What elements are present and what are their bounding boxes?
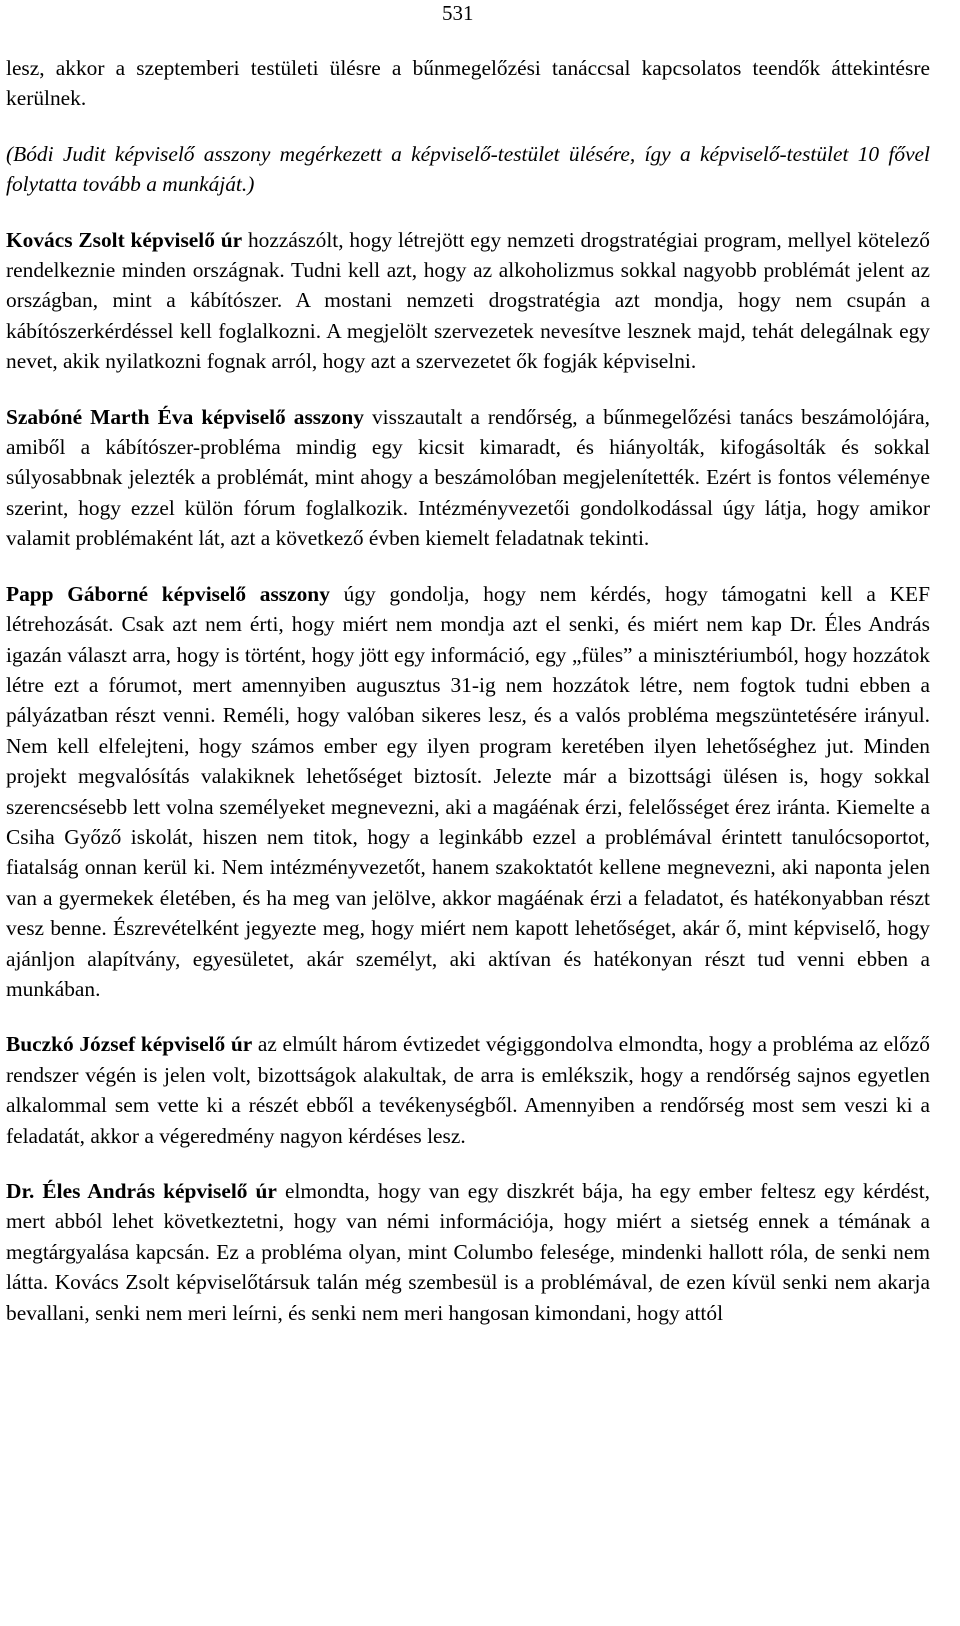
paragraph-text: visszautalt a rendőrség, a bűnmegelőzési tanács beszámolójára, amiből a kábítószer-probléma mindig egy kicsit kimaradt, és hiányolták, kifogásolták és sokkal súlyosabbnak jelezték a problémát, mint ahogy a beszámolóban megjelenítették. Ezért is fontos véleménye szerint, hogy ezzel külön fórum foglalkozik. Intézményvezetői gondolkodással úgy látja, hogy amikor valamit problémaként lát, azt a következő évben kiemelt feladatnak tekinti. <box>6 404 931 551</box>
speaker-name: Kovács Zsolt képviselő úr <box>6 227 243 252</box>
paragraph-text: elmondta, hogy van egy diszkrét bája, ha egy ember feltesz egy kérdést, mert abból lehet következtetni, hogy van némi információja, hogy miért a sietség ennek a témának a megtárgyalása kapcsán. Ez a probléma olyan, mint Columbo felesége, mindenki hallott róla, de senki nem látta. Kovács Zsolt képviselőtársuk talán még szembesül is a problémával, de ezen kívül senki nem akarja bevallani, senki nem meri leírni, és senki nem meri hangosan kimondani, hogy attól <box>6 1179 931 1325</box>
speaker-name: Szabóné Marth Éva képviselő asszony <box>6 404 364 429</box>
paragraph-text: hozzászólt, hogy létrejött egy nemzeti drogstratégiai program, mellyel kötelező rendelkeznie minden országnak. Tudni kell azt, hogy az alkoholizmus sokkal nagyobb problémát jelent az országban, mint a kábítószer. A mostani nemzeti drogstratégia azt mondja, hogy nem csupán a kábítószerkérdéssel kell foglalkozni. A megjelölt szervezetek nevesítve lesznek majd, tehát delegálnak egy nevet, akik nyilatkozni fognak arról, hogy azt a szervezetet ők fogják képviselni. <box>6 227 930 374</box>
paragraph-continuation <box>6 53 930 114</box>
paragraph-eles-andras <box>6 1176 930 1328</box>
document-body <box>6 53 930 1353</box>
paragraph-text: úgy gondolja, hogy nem kérdés, hogy támogatni kell a KEF létrehozását. Csak azt nem érti, hogy miért nem mondja azt el senki, és miért nem kap Dr. Éles András igazán választ arra, hogy is történt, hogy jött egy információ, egy „füles” a minisztériumból, hogy hozzátok létre ezt a fórumot, mert amennyiben augusztus 31-ig nem hozzátok létre, nem fogtok tudni ebben a pályázatban részt venni. Reméli, hogy valóban sikeres lesz, és a valós probléma megszüntetésére irányul. Nem kell elfelejteni, hogy számos ember egy ilyen program keretében ilyen lehetőséghez jut. Minden projekt megvalósítás valakiknek lehetőséget biztosít. Jelezte már a bizottsági ülésen is, hogy sokkal szerencsésebb lett volna személyeket megnevezni, aki a magáénak érzi, felelősséget érez iránta. Kiemelte a Csiha Győző iskolát, hiszen nem titok, hogy a leginkább ezzel a problémával érintett tanulócsoportot, fiatalság onnan kerül ki. Nem intézményvezetőt, hanem szakoktatót kellene megnevezni, aki naponta jelen van a gyermekek életében, és ha meg van jelölve, akkor magáénak érzi a feladatot, és hatékonyabban részt vesz benne. Észrevételként jegyezte meg, hogy miért nem kapott lehetőséget, akár ő, mint képviselő, hogy ajánljon alapítvány, egyesületet, akár személyt, aki aktívan és hatékonyan részt tud venni ebben a munkában. <box>6 581 930 1001</box>
paragraph-buczko-jozsef <box>6 1029 930 1151</box>
page-number: 531 <box>442 1 474 25</box>
speaker-name: Buczkó József képviselő úr <box>6 1032 253 1057</box>
paragraph-kovacs-zsolt <box>6 225 930 377</box>
speaker-name: Dr. Éles András képviselő úr <box>6 1179 277 1203</box>
paragraph-note <box>6 139 930 200</box>
paragraph-text: (Bódi Judit képviselő asszony megérkezett a képviselő-testület ülésére, így a képviselő-testület 10 fővel folytatta tovább a munkáját.) <box>6 141 930 197</box>
paragraph-szabone-marth-eva <box>6 402 930 554</box>
speaker-name: Papp Gáborné képviselő asszony <box>6 581 330 606</box>
paragraph-text: lesz, akkor a szeptemberi testületi ülésre a bűnmegelőzési tanáccsal kapcsolatos teendők áttekintésre kerülnek. <box>6 56 930 111</box>
paragraph-papp-gaborne <box>6 579 930 1005</box>
paragraph-text: az elmúlt három évtizedet végiggondolva elmondta, hogy a probléma az előző rendszer végén is jelen volt, bizottságok alakultak, de arra is emlékszik, hogy a rendőrség sajnos egyetlen alkalommal sem vette ki a részét ebből a tevékenységből. Amennyiben a rendőrség most sem veszi ki a feladatát, akkor a végeredmény nagyon kérdéses lesz. <box>6 1032 930 1148</box>
